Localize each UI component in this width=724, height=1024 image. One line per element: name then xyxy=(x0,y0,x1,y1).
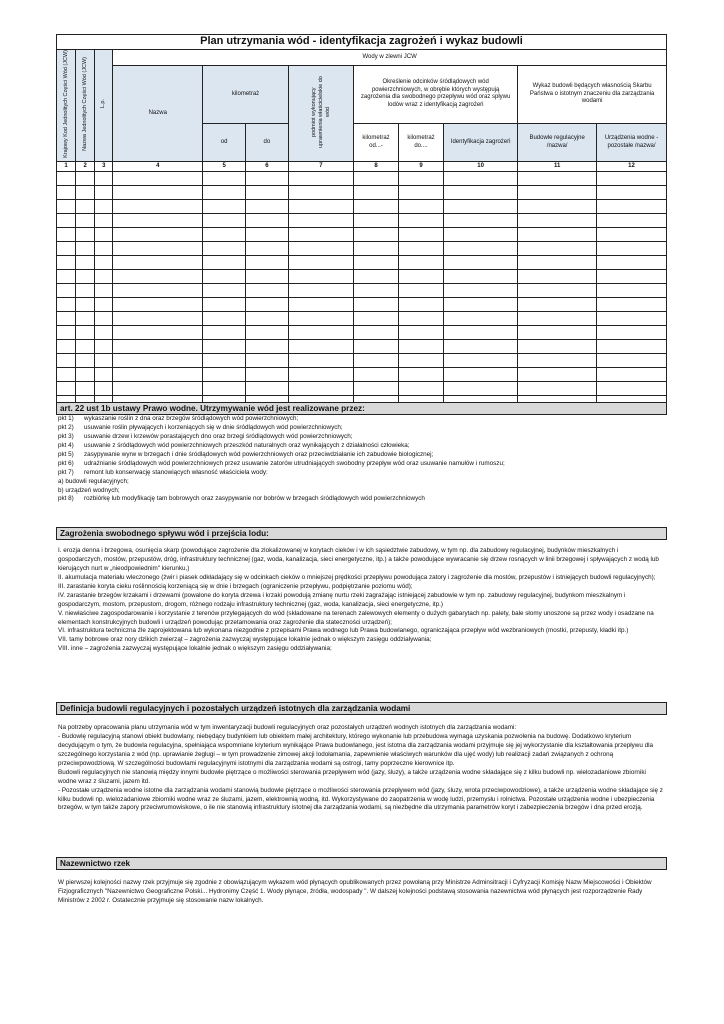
page-title: Plan utrzymania wód - identyfikacja zagrożeń i wykaz budowli xyxy=(57,35,667,50)
table-cell[interactable] xyxy=(76,186,95,200)
table-row xyxy=(57,228,667,242)
art22-heading: art. 22 ust 1b ustawy Prawo wodne. Utrzymywanie wód jest realizowane przez: xyxy=(56,402,667,415)
table-cell[interactable] xyxy=(518,354,597,368)
table-cell[interactable] xyxy=(57,200,76,214)
table-cell[interactable] xyxy=(246,326,289,340)
table-cell[interactable] xyxy=(518,242,597,256)
table-cell[interactable] xyxy=(246,256,289,270)
table-cell[interactable] xyxy=(95,242,113,256)
table-cell[interactable] xyxy=(288,186,353,200)
table-cell[interactable] xyxy=(354,172,399,186)
table-cell[interactable] xyxy=(95,228,113,242)
table-cell[interactable] xyxy=(444,382,518,396)
table-cell[interactable] xyxy=(518,270,597,284)
table-cell[interactable] xyxy=(288,242,353,256)
list-item: pkt 8) rozbiórkę lub modyfikację tam bobrowych oraz zasypywanie nor bobrów w brzegach śródlądowych wód powierzchniowych xyxy=(58,495,425,503)
table-row xyxy=(57,214,667,228)
definition-paragraph: Na potrzeby opracowania planu utrzymania wód w tym inwentaryzacji budowli regulacyjnych oraz pozostałych urządzeń wodnych istotnych dla zarządzania wodami: xyxy=(58,724,517,731)
table-row xyxy=(57,326,667,340)
table-cell[interactable] xyxy=(113,298,203,312)
table-cell[interactable] xyxy=(288,368,353,382)
table-cell[interactable] xyxy=(203,256,246,270)
table-cell[interactable] xyxy=(113,354,203,368)
table-cell[interactable] xyxy=(95,284,113,298)
table-cell[interactable] xyxy=(354,368,399,382)
table-cell[interactable] xyxy=(76,228,95,242)
names-text: W pierwszej kolejności nazwy rzek przyjmuje się zgodnie z obowiązującym wykazem wód płynących opublikowanych przez powołaną przy Ministrze Adminsitracji i Cyfryzacji Komisję Nazw Miejscowości i Obiektów Fizjograficznych "Nazewnictwo Geograficzne Polski... Hydronimy Część 1. Wody płynące, źródła, wodospady ". W dalszej kolejności podstawą stosowania nazewnictwa wód płynących jest rozporządzenie Rady Ministrów z 2002 r. Ostatecznie przyjmuje się stosowanie nazw lokalnych. xyxy=(58,879,652,904)
table-cell[interactable] xyxy=(203,186,246,200)
table-cell[interactable] xyxy=(203,368,246,382)
table-cell[interactable] xyxy=(399,228,444,242)
table-cell[interactable] xyxy=(597,228,667,242)
header-okreslenie: Określenie odcinków śródlądowych wód powierzchniowych, w obrębie których występują zagrożenia dla swobodnego przepływu wód oraz spływu lodów wraz z identyfikacją zagrożeń xyxy=(354,66,518,124)
col-number: 9 xyxy=(399,162,444,172)
table-cell[interactable] xyxy=(95,270,113,284)
table-cell[interactable] xyxy=(76,312,95,326)
table-cell[interactable] xyxy=(518,256,597,270)
table-cell[interactable] xyxy=(354,242,399,256)
col-number: 7 xyxy=(288,162,353,172)
header-km-od: kilometraż od...- xyxy=(354,123,399,162)
threat-item: V. niewłaściwe zagospodarowanie i korzystanie z terenów przylegających do wód (składowane na terenach zalewowych elementy o dużych gabarytach np. palety, bale słomy unoszone są przez wody i osadzane na elementach konstrukcyjnych budowli i urządzeń powodując przetamowania oraz zagrożenie dla stateczności urządzeń); xyxy=(58,609,654,626)
table-cell[interactable] xyxy=(95,368,113,382)
table-cell[interactable] xyxy=(399,284,444,298)
table-cell[interactable] xyxy=(288,312,353,326)
table-cell[interactable] xyxy=(354,214,399,228)
table-cell[interactable] xyxy=(518,298,597,312)
survey-table xyxy=(56,34,667,410)
table-cell[interactable] xyxy=(203,270,246,284)
list-subitem: b) urządzeń wodnych; xyxy=(58,486,120,494)
table-cell[interactable] xyxy=(203,242,246,256)
table-cell[interactable] xyxy=(246,186,289,200)
table-cell[interactable] xyxy=(57,368,76,382)
table-cell[interactable] xyxy=(444,214,518,228)
header-identyfikacja: Identyfikacja zagrożeń xyxy=(444,123,518,162)
table-cell[interactable] xyxy=(288,340,353,354)
col-number: 4 xyxy=(113,162,203,172)
table-cell[interactable] xyxy=(246,312,289,326)
table-cell[interactable] xyxy=(57,340,76,354)
table-cell[interactable] xyxy=(399,256,444,270)
definition-paragraph: - Pozostałe urządzenia wodne istotne dla zarządzania wodami stanowią budowle piętrzące o możliwości sterowania przepływem wód (jazy, śluzy, wrota przeciwpowodziowe), a także urządzenia wodne składające się z kilku budowli np. wielozadaniowe zbiorniki wodne wraz ze śluzami, jazem, elektrownią wodną, itd. Wykorzystywane do zaopatrzenia w wodę ludzi, przemysłu i rolnictwa. Pozostałe urządzenia wodne i ubezpieczenia brzegów, w tym także zapory przeciwrumowiskowe, o ile nie stanowią infrastruktury istotnej dla zarządzania wodami, są niezbędne dla utrzymania parametrów koryt i zabezpieczenia brzegów i dna przed erozją. xyxy=(58,786,663,812)
table-cell[interactable] xyxy=(57,284,76,298)
header-podmiot: podmiot wykonujący uprawnienia właścicielskie do wód xyxy=(288,66,353,162)
table-cell[interactable] xyxy=(444,228,518,242)
table-row xyxy=(57,312,667,326)
table-cell[interactable] xyxy=(57,256,76,270)
table-cell[interactable] xyxy=(444,326,518,340)
list-item: pkt 1) wykaszanie roślin z dna oraz brzegów śródlądowych wód powierzchniowych; xyxy=(58,415,299,422)
table-cell[interactable] xyxy=(113,312,203,326)
table-cell[interactable] xyxy=(399,312,444,326)
list-item: pkt 5) zasypywanie wyrw w brzegach i dnie śródlądowych wód powierzchniowych oraz przeciwdziałanie ich zabudowie biologicznej; xyxy=(58,450,434,458)
table-row xyxy=(57,368,667,382)
table-cell[interactable] xyxy=(597,242,667,256)
table-cell[interactable] xyxy=(76,172,95,186)
list-item: pkt 2) usuwanie roślin pływających i korzeniących się w dnie śródlądowych wód powierzchniowych; xyxy=(58,423,343,431)
table-cell[interactable] xyxy=(597,326,667,340)
table-cell[interactable] xyxy=(518,340,597,354)
table-cell[interactable] xyxy=(76,270,95,284)
names-heading: Nazewnictwo rzek xyxy=(56,857,667,870)
table-cell[interactable] xyxy=(354,354,399,368)
table-cell[interactable] xyxy=(444,312,518,326)
table-cell[interactable] xyxy=(444,242,518,256)
table-cell[interactable] xyxy=(518,200,597,214)
table-cell[interactable] xyxy=(399,340,444,354)
table-cell[interactable] xyxy=(95,326,113,340)
table-cell[interactable] xyxy=(76,200,95,214)
table-cell[interactable] xyxy=(354,200,399,214)
table-cell[interactable] xyxy=(597,298,667,312)
table-cell[interactable] xyxy=(597,284,667,298)
col-number: 3 xyxy=(95,162,113,172)
definition-text xyxy=(56,724,667,813)
table-cell[interactable] xyxy=(444,200,518,214)
table-cell[interactable] xyxy=(57,298,76,312)
table-cell[interactable] xyxy=(76,298,95,312)
table-cell[interactable] xyxy=(354,340,399,354)
table-cell[interactable] xyxy=(57,326,76,340)
table-cell[interactable] xyxy=(399,214,444,228)
table-cell[interactable] xyxy=(95,298,113,312)
list-item: pkt 4) usuwanie z śródlądowych wód powierzchniowych przeszkód naturalnych oraz wynikających z działalności człowieka; xyxy=(58,441,410,449)
table-cell[interactable] xyxy=(57,242,76,256)
table-cell[interactable] xyxy=(597,270,667,284)
table-cell[interactable] xyxy=(399,326,444,340)
table-cell[interactable] xyxy=(354,270,399,284)
table-cell[interactable] xyxy=(76,340,95,354)
header-kilometraz: kilometraż xyxy=(203,66,289,124)
table-cell[interactable] xyxy=(518,368,597,382)
table-row xyxy=(57,200,667,214)
table-cell[interactable] xyxy=(76,354,95,368)
table-cell[interactable] xyxy=(246,354,289,368)
table-cell[interactable] xyxy=(399,382,444,396)
col-number: 2 xyxy=(76,162,95,172)
table-cell[interactable] xyxy=(113,368,203,382)
definition-heading: Definicja budowli regulacyjnych i pozostałych urządzeń istotnych dla zarządzania wodami xyxy=(56,702,667,715)
table-cell[interactable] xyxy=(444,172,518,186)
table-cell[interactable] xyxy=(203,298,246,312)
table-cell[interactable] xyxy=(95,214,113,228)
table-cell[interactable] xyxy=(113,326,203,340)
table-row xyxy=(57,256,667,270)
header-budowle: Budowle regulacyjne /nazwa/ xyxy=(518,123,597,162)
table-cell[interactable] xyxy=(113,270,203,284)
threats-section xyxy=(56,527,667,654)
header-name: Nazwa xyxy=(113,66,203,162)
threats-list xyxy=(56,547,667,654)
table-cell[interactable] xyxy=(246,382,289,396)
table-cell[interactable] xyxy=(203,228,246,242)
header-do: do xyxy=(246,123,289,162)
table-cell[interactable] xyxy=(399,368,444,382)
art22-section xyxy=(56,402,667,504)
table-cell[interactable] xyxy=(246,340,289,354)
table-cell[interactable] xyxy=(203,172,246,186)
table-cell[interactable] xyxy=(203,326,246,340)
table-cell[interactable] xyxy=(113,228,203,242)
table-cell[interactable] xyxy=(95,256,113,270)
table-cell[interactable] xyxy=(57,312,76,326)
table-cell[interactable] xyxy=(203,200,246,214)
table-cell[interactable] xyxy=(444,270,518,284)
table-cell[interactable] xyxy=(113,256,203,270)
header-lp: L.p. xyxy=(95,50,113,162)
table-cell[interactable] xyxy=(288,200,353,214)
table-cell[interactable] xyxy=(113,242,203,256)
list-item: pkt 3) usuwanie drzew i krzewów porastających dno oraz brzegi śródlądowych wód powierzchniowych; xyxy=(58,432,353,440)
threat-item: I. erozja denna i brzegowa, osunięcia skarp (powodujące zagrożenie dla zlokalizowanej w korytach cieków i w ich sąsiedztwie zabudowy, w tym np. dla zabudowy regulacyjnej, budynków mieszkalnych i gospodarczych, mostów, przepustów, dróg, infrastruktury technicznej (gaz, woda, kanalizacja, sieci energetyczne, itp.) a także powodujące wywracanie się drzew rosnących w linii brzegowej i spływających z wodą lub kierujących nurt w „nieodpowiednim" kierunku,) xyxy=(58,547,659,572)
table-cell[interactable] xyxy=(288,256,353,270)
table-cell[interactable] xyxy=(444,256,518,270)
table-cell[interactable] xyxy=(518,172,597,186)
table-cell[interactable] xyxy=(518,186,597,200)
table-cell[interactable] xyxy=(354,298,399,312)
table-cell[interactable] xyxy=(246,270,289,284)
table-cell[interactable] xyxy=(518,382,597,396)
table-cell[interactable] xyxy=(399,172,444,186)
table-cell[interactable] xyxy=(288,284,353,298)
threats-heading: Zagrożenia swobodnego spływu wód i przejścia lodu: xyxy=(56,527,667,540)
table-cell[interactable] xyxy=(113,172,203,186)
table-cell[interactable] xyxy=(95,200,113,214)
header-wykaz: Wykaz budowli będących własnością Skarbu Państwa o istotnym znaczeniu dla zarządzania wodami xyxy=(518,66,667,124)
table-cell[interactable] xyxy=(288,382,353,396)
table-cell[interactable] xyxy=(288,214,353,228)
table-cell[interactable] xyxy=(113,186,203,200)
table-cell[interactable] xyxy=(288,172,353,186)
table-cell[interactable] xyxy=(518,312,597,326)
table-cell[interactable] xyxy=(113,284,203,298)
table-cell[interactable] xyxy=(57,172,76,186)
table-cell[interactable] xyxy=(246,242,289,256)
col-number: 10 xyxy=(444,162,518,172)
table-cell[interactable] xyxy=(95,312,113,326)
header-urzadzenia: Urządzenia wodne - pozostałe /nazwa/ xyxy=(597,123,667,162)
threat-item: VIII. inne – zagrożenia zazwyczaj występujące lokalnie jednak o większym zasięgu oddziaływania; xyxy=(58,645,332,653)
table-cell[interactable] xyxy=(444,298,518,312)
table-cell[interactable] xyxy=(95,354,113,368)
table-cell[interactable] xyxy=(76,368,95,382)
table-cell[interactable] xyxy=(354,382,399,396)
table-cell[interactable] xyxy=(444,368,518,382)
table-cell[interactable] xyxy=(113,340,203,354)
table-cell[interactable] xyxy=(597,200,667,214)
table-cell[interactable] xyxy=(597,214,667,228)
list-item: pkt 6) udrażnianie śródlądowych wód powierzchniowych przez usuwanie zatorów utrudniających swobodny przepływ wód oraz usuwanie namułów i rumoszu; xyxy=(58,459,505,467)
table-cell[interactable] xyxy=(246,284,289,298)
table-row xyxy=(57,382,667,396)
table-cell[interactable] xyxy=(57,382,76,396)
table-cell[interactable] xyxy=(246,214,289,228)
definition-paragraph: - Budowlę regulacyjną stanowi obiekt budowlany, niebędący budynkiem lub obiektem małej architektury, którego wykonanie lub przebudowa wymaga uzyskania pozwolenia na budowę. Dodatkowo kryterium decydującym o tym, że budowla regulacyjna, spełniająca wspomniane kryterium wynikające Prawa budowlanego, jest istotna dla zarządzania wodami przyjmuje się jej wykorzystanie dla kształtowania przepływu dla szczególnego korzystania z wód (np. uprawianie żeglugi – w tym prowadzenie zimowej akcji lodołamania, zapewnienie właściwych warunków dla ujęć wody) lub realizacji zadań związanych z ochroną przeciwpowodziową. W szczególności budowlami regulacyjnymi istotnymi dla zarządzania wodami są ostrogi, tamy poprzeczne kierownice itp. xyxy=(58,732,653,767)
table-cell[interactable] xyxy=(57,228,76,242)
table-cell[interactable] xyxy=(95,186,113,200)
table-cell[interactable] xyxy=(399,270,444,284)
table-cell[interactable] xyxy=(246,228,289,242)
header-od: od xyxy=(203,123,246,162)
header-km-do: kilometraż do.... xyxy=(399,123,444,162)
table-cell[interactable] xyxy=(518,228,597,242)
list-item: pkt 7) remont lub konserwację stanowiących własność właściciela wody: xyxy=(58,468,268,476)
table-cell[interactable] xyxy=(518,284,597,298)
threat-item: II. akumulacja materiału wleczonego (żwir i piasek odkładający się w odcinkach cieków o mniejszej prędkości przepływu powodująca zatory i zagrożenie dla mostów, przepustów i istniejących budowli regulacyjnych); xyxy=(58,573,656,581)
table-cell[interactable] xyxy=(246,368,289,382)
table-cell[interactable] xyxy=(57,270,76,284)
table-cell[interactable] xyxy=(95,382,113,396)
col-number: 11 xyxy=(518,162,597,172)
names-section xyxy=(56,857,667,906)
table-cell[interactable] xyxy=(203,354,246,368)
table-row xyxy=(57,270,667,284)
table-cell[interactable] xyxy=(203,382,246,396)
table-row xyxy=(57,354,667,368)
table-row xyxy=(57,172,667,186)
table-cell[interactable] xyxy=(76,326,95,340)
table-cell[interactable] xyxy=(597,172,667,186)
table-cell[interactable] xyxy=(203,340,246,354)
table-cell[interactable] xyxy=(113,382,203,396)
table-cell[interactable] xyxy=(444,186,518,200)
list-subitem: a) budowli regulacyjnych; xyxy=(58,477,129,485)
table-cell[interactable] xyxy=(57,214,76,228)
table-cell[interactable] xyxy=(518,214,597,228)
table-cell[interactable] xyxy=(597,186,667,200)
table-cell[interactable] xyxy=(246,298,289,312)
table-cell[interactable] xyxy=(597,340,667,354)
table-cell[interactable] xyxy=(399,298,444,312)
threat-item: VII. tamy bobrowe oraz nory dzikich zwierząt – zagrożenia zazwyczaj występujące lokalnie jednak o większym zasięgu oddziaływania; xyxy=(58,636,432,644)
definition-paragraph: Budowli regulacyjnych nie stanowią między innymi budowle piętrzące o możliwości sterowania przepływem wód (jazy, śluzy), a także urządzenia wodne składające się z kilku budowli np. wielozadaniowe zbiorniki wodne wraz z śluzami, jazem itd. xyxy=(58,768,646,785)
table-cell[interactable] xyxy=(399,354,444,368)
table-cell[interactable] xyxy=(203,214,246,228)
table-cell[interactable] xyxy=(57,186,76,200)
threat-item: VI. infrastruktura techniczna źle zaprojektowana lub wykonana niezgodnie z przepisami Prawa wodnego lub Prawa budowlanego, ograniczająca przepływ wód wezbraniowych (mostki, przepusty, kładki itp.) xyxy=(58,627,629,635)
table-cell[interactable] xyxy=(354,186,399,200)
table-cell[interactable] xyxy=(444,354,518,368)
table-cell[interactable] xyxy=(203,312,246,326)
table-cell[interactable] xyxy=(597,256,667,270)
table-cell[interactable] xyxy=(246,172,289,186)
table-cell[interactable] xyxy=(444,340,518,354)
table-cell[interactable] xyxy=(354,284,399,298)
header-jcw-name: Nazwa Jednolitych Części Wód (JCW) xyxy=(76,50,95,162)
table-cell[interactable] xyxy=(246,200,289,214)
table-cell[interactable] xyxy=(113,214,203,228)
table-row xyxy=(57,242,667,256)
table-cell[interactable] xyxy=(399,200,444,214)
table-cell[interactable] xyxy=(399,242,444,256)
table-cell[interactable] xyxy=(76,382,95,396)
table-cell[interactable] xyxy=(95,340,113,354)
table-cell[interactable] xyxy=(76,284,95,298)
table-cell[interactable] xyxy=(288,298,353,312)
table-cell[interactable] xyxy=(399,186,444,200)
table-cell[interactable] xyxy=(597,368,667,382)
header-jcw-code: Krajowy Kod Jednolitych Części Wód (JCW) xyxy=(57,50,76,162)
col-number: 12 xyxy=(597,162,667,172)
table-cell[interactable] xyxy=(354,256,399,270)
table-cell[interactable] xyxy=(354,326,399,340)
table-row xyxy=(57,298,667,312)
table-cell[interactable] xyxy=(76,256,95,270)
col-number: 8 xyxy=(354,162,399,172)
table-cell[interactable] xyxy=(597,312,667,326)
table-cell[interactable] xyxy=(288,354,353,368)
col-number: 6 xyxy=(246,162,289,172)
table-row xyxy=(57,186,667,200)
table-cell[interactable] xyxy=(597,382,667,396)
header-group: Wody w zlewni JCW xyxy=(113,50,667,66)
table-cell[interactable] xyxy=(76,242,95,256)
table-cell[interactable] xyxy=(95,172,113,186)
table-cell[interactable] xyxy=(113,200,203,214)
table-cell[interactable] xyxy=(444,284,518,298)
art22-list xyxy=(56,415,667,504)
table-cell[interactable] xyxy=(597,354,667,368)
table-cell[interactable] xyxy=(288,326,353,340)
table-cell[interactable] xyxy=(354,312,399,326)
table-cell[interactable] xyxy=(76,214,95,228)
col-number: 5 xyxy=(203,162,246,172)
table-cell[interactable] xyxy=(518,326,597,340)
table-cell[interactable] xyxy=(354,228,399,242)
col-number: 1 xyxy=(57,162,76,172)
table-row xyxy=(57,340,667,354)
table-cell[interactable] xyxy=(203,284,246,298)
table-cell[interactable] xyxy=(288,228,353,242)
table-row xyxy=(57,284,667,298)
threat-item: IV. zarastanie brzegów krzakami i drzewami (powalone do koryta drzewa i krzaki powodują zmianę nurtu rzeki zagrażając istniejącej zabudowie w tym np. zabudowy regulacyjnej, budynkom mieszkalnym i gospodarczym, mostom, przepustom, drogom, różnego rodzaju infrastruktury technicznej (gaz, woda, kanalizacja, sieci energetyczne, itp.) xyxy=(58,591,626,608)
definition-section xyxy=(56,702,667,813)
threat-item: III. zarastanie koryta cieku roślinnością korzeniącą się w dnie i brzegach (ograniczenie przepływu, podpiętrzanie poziomu wód); xyxy=(58,582,413,590)
table-cell[interactable] xyxy=(57,354,76,368)
table-cell[interactable] xyxy=(288,270,353,284)
